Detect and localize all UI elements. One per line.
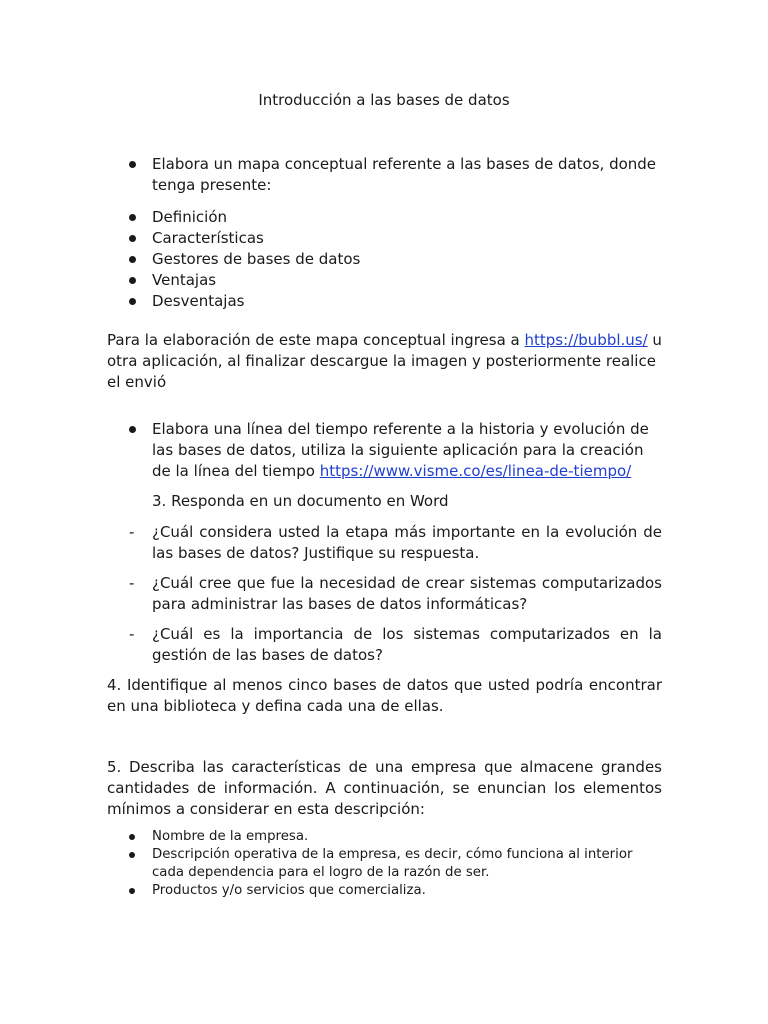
- task5-item-text: Nombre de la empresa.: [152, 829, 309, 844]
- bullet-icon: [129, 277, 136, 284]
- list-item: [107, 624, 662, 666]
- list-item: [107, 828, 662, 846]
- dash-marker: -: [129, 523, 135, 541]
- task5-item-text: Productos y/o servicios que comercializa.: [152, 883, 426, 898]
- task4-paragraph: 4. Identifique al menos cinco bases de datos que usted podría encontrar en una biblioteca y defina cada una de ellas.: [107, 676, 662, 715]
- task1-item-text: Gestores de bases de datos: [152, 250, 361, 268]
- list-item: [107, 228, 662, 249]
- task2-section: [107, 419, 662, 482]
- visme-link[interactable]: https://www.visme.co/es/linea-de-tiempo/: [319, 462, 632, 480]
- dash-marker: -: [129, 574, 135, 592]
- task5-item-text: Descripción operativa de la empresa, es decir, cómo funciona al interior cada dependencia para el logro de la razón de ser.: [152, 847, 633, 880]
- list-item: [107, 882, 662, 900]
- bullet-icon: [129, 426, 136, 433]
- task1-item-text: Definición: [152, 208, 227, 226]
- question-text: ¿Cuál considera usted la etapa más importante en la evolución de las bases de datos? Justifique su respuesta.: [152, 523, 662, 562]
- task1-item-text: Desventajas: [152, 292, 245, 310]
- task1-paragraph-start: Para la elaboración de este mapa conceptual ingresa a: [107, 331, 525, 349]
- list-item: [107, 573, 662, 615]
- question-text: ¿Cuál es la importancia de los sistemas computarizados en la gestión de las bases de datos?: [152, 625, 662, 664]
- list-item: [107, 154, 662, 196]
- list-item: [107, 522, 662, 564]
- bullet-icon: [129, 298, 136, 305]
- task1-section: [107, 154, 662, 196]
- bullet-icon: [129, 161, 136, 168]
- list-item: [107, 846, 662, 882]
- bullet-icon: [129, 214, 136, 221]
- list-item: [107, 270, 662, 291]
- task1-paragraph: [107, 330, 662, 393]
- list-item: [107, 291, 662, 312]
- task1-item-text: Ventajas: [152, 271, 217, 289]
- question-text: ¿Cuál cree que fue la necesidad de crear sistemas computarizados para administrar las bases de datos informáticas?: [152, 574, 662, 613]
- list-item: [107, 249, 662, 270]
- list-item: [107, 207, 662, 228]
- bullet-icon: [129, 256, 136, 263]
- bullet-icon: [129, 235, 136, 242]
- bullet-icon: [129, 834, 135, 840]
- task2-bullet-text: Elabora una línea del tiempo referente a la historia y evolución de las bases de datos, utiliza la siguiente aplicación para la creación de la línea del tiempo: [152, 420, 649, 480]
- bullet-icon: [129, 888, 135, 894]
- task5-items: [107, 828, 662, 900]
- bullet-icon: [129, 852, 135, 858]
- list-item: [107, 419, 662, 482]
- document-title: Introducción a las bases de datos: [258, 91, 510, 109]
- task1-item-text: Características: [152, 229, 264, 247]
- task5-paragraph: 5. Describa las características de una empresa que almacene grandes cantidades de información. A continuación, se enuncian los elementos mínimos a considerar en esta descripción:: [107, 758, 662, 818]
- dash-marker: -: [129, 625, 135, 643]
- task3-heading: 3. Responda en un documento en Word: [152, 492, 449, 510]
- task1-items: [107, 207, 662, 312]
- task1-bullet-text: Elabora un mapa conceptual referente a las bases de datos, donde tenga presente:: [152, 155, 657, 194]
- task3-questions: [107, 522, 662, 675]
- task1-paragraph-end: u otra aplicación, al finalizar descargue la imagen y posteriormente realice el envió: [107, 331, 662, 391]
- bubbl-link[interactable]: https://bubbl.us/: [524, 331, 648, 349]
